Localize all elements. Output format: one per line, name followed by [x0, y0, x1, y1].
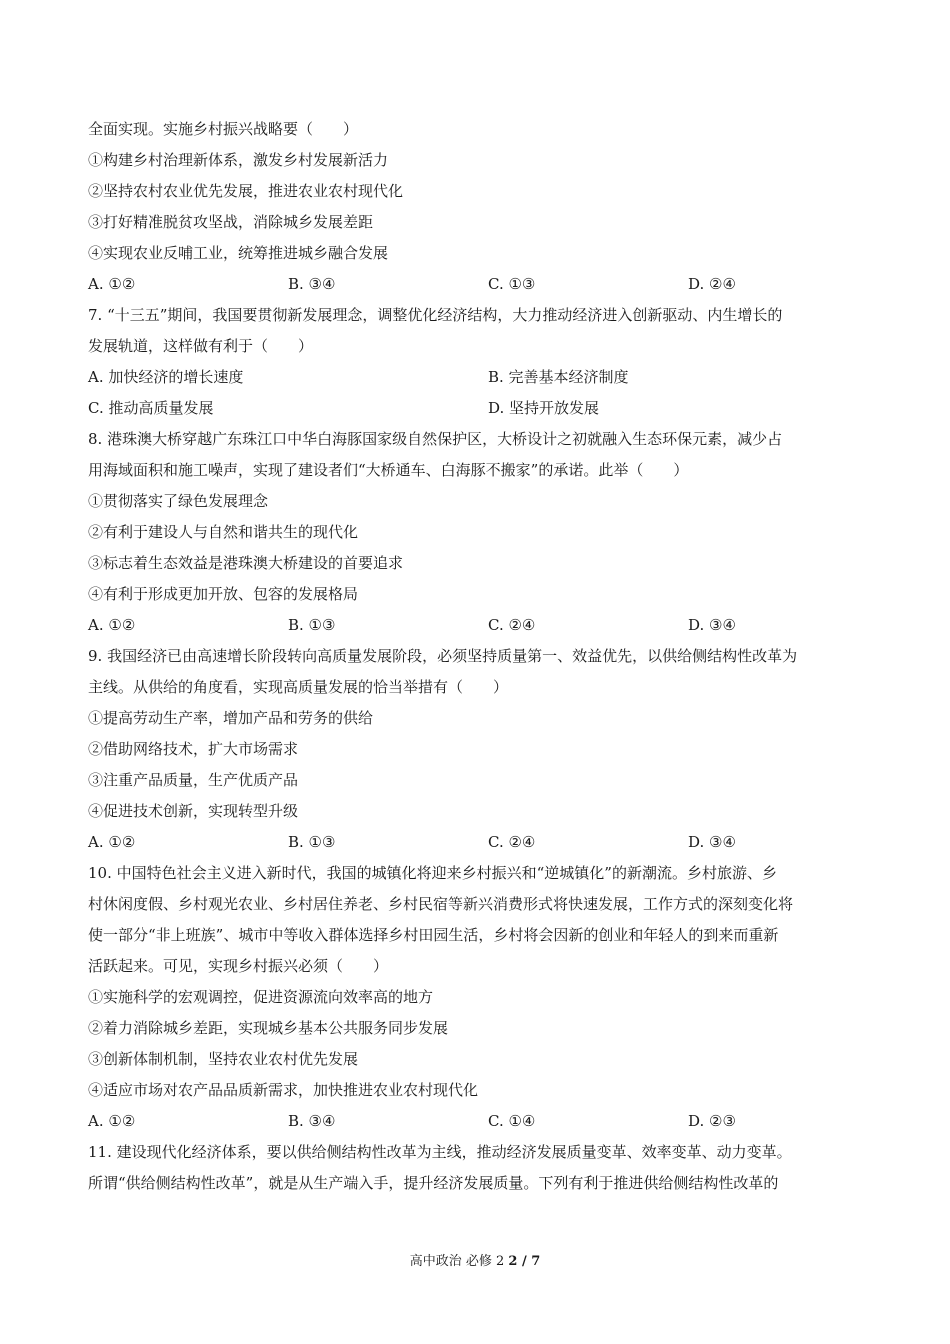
q10-item-3: ③创新体制机制，坚持农业农村优先发展: [88, 1050, 359, 1068]
q7-stem-line-2: 发展轨道，这样做有利于（ ）: [88, 337, 314, 355]
q10-option-d: D. ②③: [688, 1112, 736, 1130]
page-footer: [0, 1253, 950, 1271]
q6-option-b: B. ③④: [288, 275, 336, 293]
q10-item-2: ②着力消除城乡差距，实现城乡基本公共服务同步发展: [88, 1019, 449, 1037]
q10-item-4: ④适应市场对农产品品质新需求，加快推进农业农村现代化: [88, 1081, 479, 1099]
q8-item-3: ③标志着生态效益是港珠澳大桥建设的首要追求: [88, 554, 404, 572]
q7-options-row-2: [88, 393, 866, 424]
q8-item-4: ④有利于形成更加开放、包容的发展格局: [88, 585, 359, 603]
q8-option-c: C. ②④: [488, 616, 536, 634]
q8-item-1: ①贯彻落实了绿色发展理念: [88, 492, 269, 510]
q7-option-b: B. 完善基本经济制度: [488, 368, 629, 386]
q6-options: [88, 269, 866, 300]
q10-stem-line-1: 10. 中国特色社会主义进入新时代，我国的城镇化将迎来乡村振兴和“逆城镇化”的新潮流。乡村旅游、乡: [88, 864, 777, 882]
q8-option-d: D. ③④: [688, 616, 736, 634]
q9-option-b: B. ①③: [288, 833, 336, 851]
q8-options: [88, 610, 866, 641]
q6-item-1: ①构建乡村治理新体系，激发乡村发展新活力: [88, 151, 389, 169]
q9-option-c: C. ②④: [488, 833, 536, 851]
q9-option-d: D. ③④: [688, 833, 736, 851]
q7-option-a: A. 加快经济的增长速度: [88, 368, 244, 386]
q10-stem-line-4: 活跃起来。可见，实现乡村振兴必须（ ）: [88, 957, 389, 975]
q10-option-b: B. ③④: [288, 1112, 336, 1130]
q9-options: [88, 827, 866, 858]
q7-option-d: D. 坚持开放发展: [488, 399, 600, 417]
q9-option-a: A. ①②: [88, 833, 136, 851]
q6-item-4: ④实现农业反哺工业，统筹推进城乡融合发展: [88, 244, 389, 262]
q6-continuation: 全面实现。实施乡村振兴战略要（ ）: [88, 120, 359, 138]
q9-item-3: ③注重产品质量，生产优质产品: [88, 771, 299, 789]
footer-page-number: 2 / 7: [508, 1254, 541, 1269]
q9-stem-line-2: 主线。从供给的角度看，实现高质量发展的恰当举措有（ ）: [88, 678, 509, 696]
q9-item-1: ①提高劳动生产率，增加产品和劳务的供给: [88, 709, 374, 727]
q8-stem-line-1: 8. 港珠澳大桥穿越广东珠江口中华白海豚国家级自然保护区，大桥设计之初就融入生态环保元素，减少占: [88, 430, 783, 448]
q7-stem-line-1: 7. “十三五”期间，我国要贯彻新发展理念，调整优化经济结构，大力推动经济进入创新驱动、内生增长的: [88, 306, 783, 324]
q9-item-2: ②借助网络技术，扩大市场需求: [88, 740, 299, 758]
q6-item-2: ②坚持农村农业优先发展，推进农业农村现代化: [88, 182, 404, 200]
q10-options: [88, 1106, 866, 1137]
q6-option-c: C. ①③: [488, 275, 536, 293]
q10-stem-line-2: 村休闲度假、乡村观光农业、乡村居住养老、乡村民宿等新兴消费形式将快速发展，工作方式的深刻变化将: [88, 895, 794, 913]
q6-option-a: A. ①②: [88, 275, 136, 293]
footer-course-label: 高中政治 必修 2: [409, 1254, 509, 1269]
q10-option-c: C. ①④: [488, 1112, 536, 1130]
q11-stem-line-1: 11. 建设现代化经济体系，要以供给侧结构性改革为主线，推动经济发展质量变革、效率变革、动力变革。: [88, 1143, 792, 1161]
q6-option-d: D. ②④: [688, 275, 736, 293]
q9-item-4: ④促进技术创新，实现转型升级: [88, 802, 299, 820]
q8-item-2: ②有利于建设人与自然和谐共生的现代化: [88, 523, 359, 541]
q10-option-a: A. ①②: [88, 1112, 136, 1130]
q10-stem-line-3: 使一部分“非上班族”、城市中等收入群体选择乡村田园生活，乡村将会因新的创业和年轻人的到来而重新: [88, 926, 779, 944]
q8-option-a: A. ①②: [88, 616, 136, 634]
q7-options-row-1: [88, 362, 866, 393]
q11-stem-line-2: 所谓“供给侧结构性改革”，就是从生产端入手，提升经济发展质量。下列有利于推进供给侧结构性改革的: [88, 1174, 779, 1192]
q9-stem-line-1: 9. 我国经济已由高速增长阶段转向高质量发展阶段，必须坚持质量第一、效益优先，以供给侧结构性改革为: [88, 647, 798, 665]
q7-option-c: C. 推动高质量发展: [88, 399, 214, 417]
q10-item-1: ①实施科学的宏观调控，促进资源流向效率高的地方: [88, 988, 434, 1006]
document-body: [88, 114, 866, 1199]
q8-stem-line-2: 用海域面积和施工噪声，实现了建设者们“大桥通车、白海豚不搬家”的承诺。此举（ ）: [88, 461, 689, 479]
q6-item-3: ③打好精准脱贫攻坚战，消除城乡发展差距: [88, 213, 374, 231]
q8-option-b: B. ①③: [288, 616, 336, 634]
